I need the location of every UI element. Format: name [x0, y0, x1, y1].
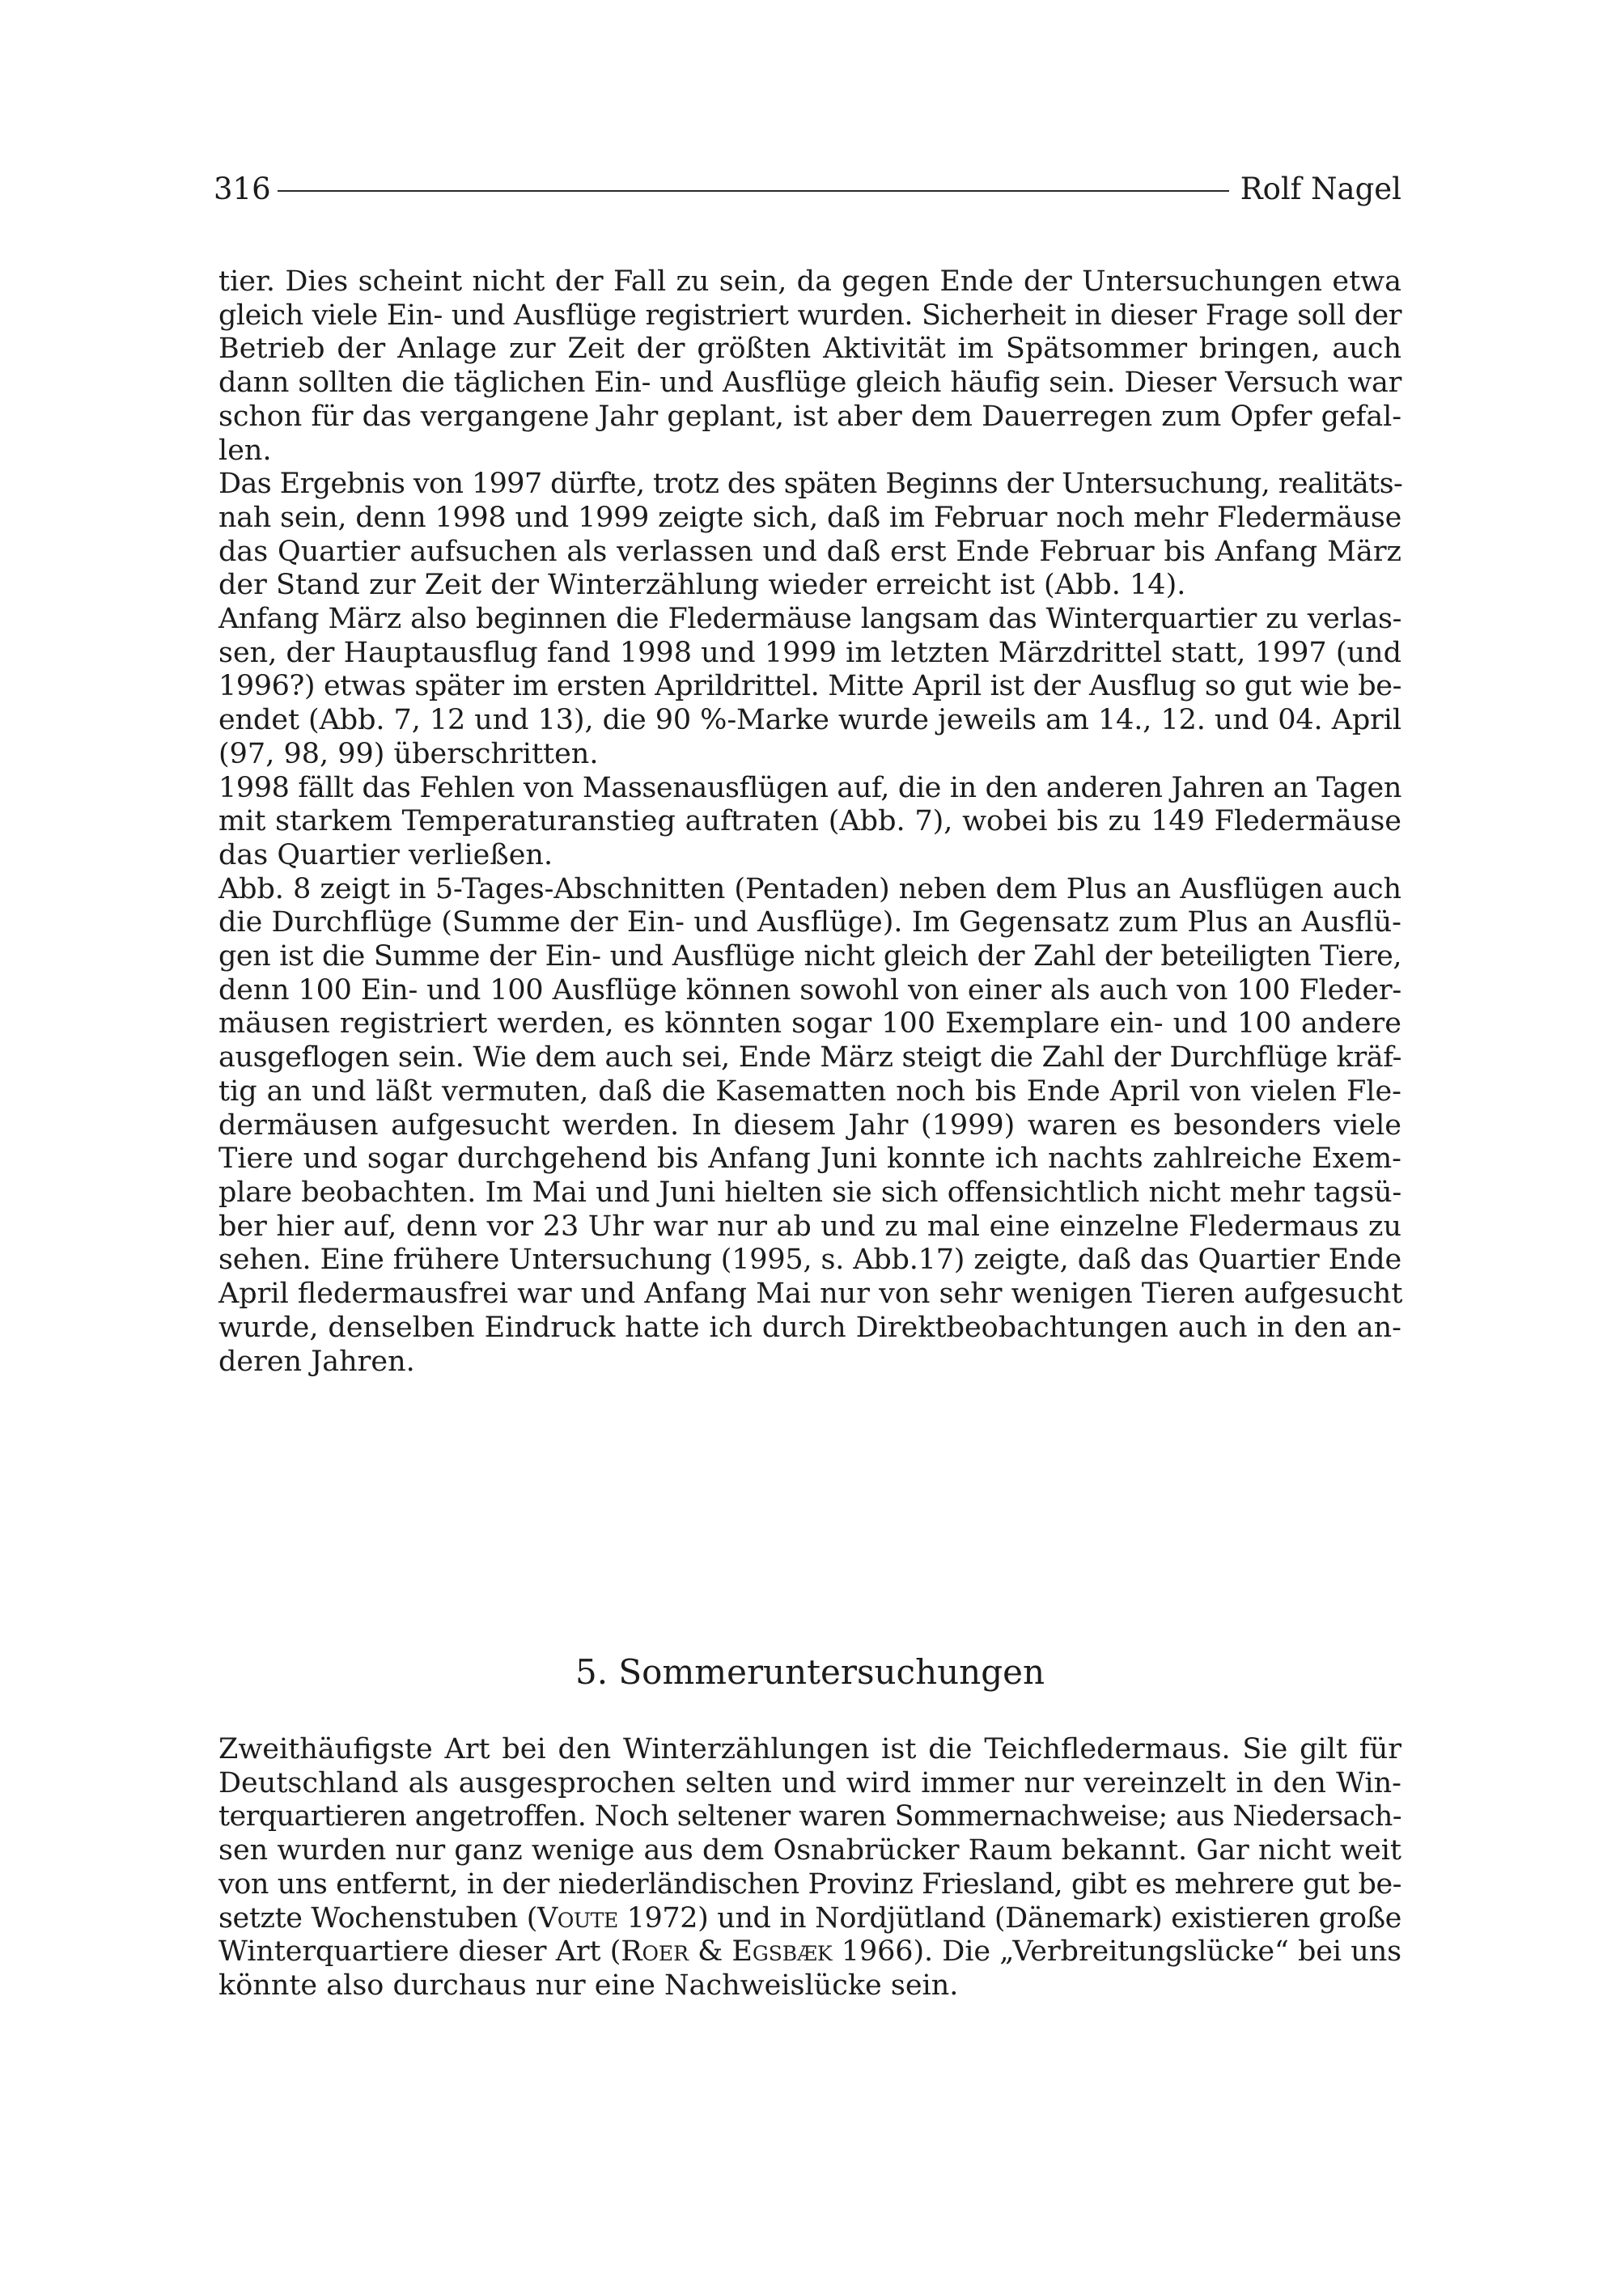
text-line: dermäusen aufgesucht werden. In diesem Jahr (1999) waren es besonders viele — [218, 1108, 1401, 1142]
section-body — [218, 1733, 1401, 2003]
running-header — [214, 168, 1401, 209]
text-line: endet (Abb. 7, 12 und 13), die 90 %-Marke wurde jeweils am 14., 12. und 04. April — [218, 704, 1401, 737]
text-line: Das Ergebnis von 1997 dürfte, trotz des späten Beginns der Untersuchung, realitäts- — [218, 468, 1403, 501]
text-line: deren Jahren. — [218, 1345, 415, 1378]
paragraph — [218, 772, 1401, 873]
text-line: denn 100 Ein- und 100 Ausflüge können sowohl von einer als auch von 100 Fleder- — [218, 973, 1401, 1007]
text-segment: Winterquartiere dieser Art ( — [218, 1935, 621, 1969]
text-line: sen wurden nur ganz wenige aus dem Osnabrücker Raum bekannt. Gar nicht weit — [218, 1834, 1401, 1867]
body-text — [218, 265, 1401, 1379]
text-line: die Durchflüge (Summe der Ein- und Ausflüge). Im Gegensatz zum Plus an Ausflü- — [218, 906, 1401, 939]
running-head-author: Rolf Nagel — [1240, 171, 1401, 206]
text-line: plare beobachten. Im Mai und Juni hielten sie sich offensichtlich nicht mehr tagsü- — [218, 1176, 1401, 1209]
text-line: gen ist die Summe der Ein- und Ausflüge nicht gleich der Zahl der beteiligten Tiere, — [218, 940, 1401, 973]
citation-author: Voute — [537, 1901, 618, 1935]
text-line: von uns entfernt, in der niederländischen Provinz Friesland, gibt es mehrere gut be- — [218, 1867, 1401, 1901]
text-line: mäusen registriert werden, es könnten sogar 100 Exemplare ein- und 100 andere — [218, 1007, 1401, 1041]
text-line: wurde, denselben Eindruck hatte ich durch Direktbeobachtungen auch in den an- — [218, 1311, 1401, 1344]
text-line: tier. Dies scheint nicht der Fall zu sein, da gegen Ende der Untersuchungen etwa — [218, 265, 1401, 298]
text-line — [218, 1902, 1401, 1936]
paragraph — [218, 468, 1401, 603]
text-line: könnte also durchaus nur eine Nachweislücke sein. — [218, 1969, 959, 2002]
text-line: nah sein, denn 1998 und 1999 zeigte sich, daß im Februar noch mehr Fledermäuse — [218, 501, 1401, 534]
text-line: len. — [218, 434, 272, 467]
paragraph — [218, 603, 1401, 772]
text-line: mit starkem Temperaturanstieg auftraten (Abb. 7), wobei bis zu 149 Fledermäuse — [218, 805, 1401, 838]
text-line: ber hier auf, denn vor 23 Uhr war nur ab und zu mal eine einzelne Fledermaus zu — [218, 1210, 1401, 1243]
text-line: (97, 98, 99) überschritten. — [218, 737, 599, 770]
paragraph — [218, 265, 1401, 468]
text-line: das Quartier aufsuchen als verlassen und daß erst Ende Februar bis Anfang März — [218, 535, 1401, 568]
citation-author: Roer — [621, 1935, 689, 1969]
text-segment: 1972) und in Nordjütland (Dänemark) existieren große — [617, 1901, 1401, 1935]
text-line: Deutschland als ausgesprochen selten und wird immer nur vereinzelt in den Win- — [218, 1766, 1401, 1799]
text-line: dann sollten die täglichen Ein- und Ausflüge gleich häufig sein. Dieser Versuch war — [218, 367, 1401, 400]
text-line: Anfang März also beginnen die Fledermäuse langsam das Winterquartier zu verlas- — [218, 603, 1401, 636]
citation-author: Egsbæk — [731, 1935, 833, 1969]
text-line: terquartieren angetroffen. Noch seltener waren Sommernachweise; aus Niedersach- — [218, 1800, 1401, 1833]
text-line: gleich viele Ein- und Ausflüge registriert wurden. Sicherheit in dieser Frage soll der — [218, 299, 1401, 332]
text-line: tig an und läßt vermuten, daß die Kasematten noch bis Ende April von vielen Fle- — [218, 1074, 1401, 1108]
text-line: sehen. Eine frühere Untersuchung (1995, s. Abb.17) zeigte, daß das Quartier Ende — [218, 1244, 1401, 1277]
text-line: der Stand zur Zeit der Winterzählung wieder erreicht ist (Abb. 14). — [218, 569, 1186, 602]
text-segment: & — [688, 1935, 732, 1969]
text-line: das Quartier verließen. — [218, 838, 553, 871]
text-line: 1996?) etwas später im ersten Aprildrittel. Mitte April ist der Ausflug so gut wie be- — [218, 670, 1401, 703]
text-line: ausgeflogen sein. Wie dem auch sei, Ende März steigt die Zahl der Durchflüge kräf- — [218, 1041, 1401, 1074]
text-line: April fledermausfrei war und Anfang Mai nur von sehr wenigen Tieren aufgesucht — [218, 1278, 1403, 1311]
text-segment: 1966). Die „Verbreitungslücke“ bei uns — [832, 1935, 1402, 1969]
text-line: Betrieb der Anlage zur Zeit der größten Aktivität im Spätsommer bringen, auch — [218, 333, 1401, 366]
page-number: 316 — [214, 171, 271, 206]
section-heading: 5. Sommeruntersuchungen — [575, 1652, 1045, 1692]
text-line: Abb. 8 zeigt in 5-Tages-Abschnitten (Pentaden) neben dem Plus an Ausflügen auch — [218, 872, 1401, 905]
text-line: Tiere und sogar durchgehend bis Anfang Juni konnte ich nachts zahlreiche Exem- — [218, 1142, 1401, 1176]
text-line: schon für das vergangene Jahr geplant, ist aber dem Dauerregen zum Opfer gefal- — [218, 400, 1401, 433]
text-line: Zweithäufigste Art bei den Winterzählungen ist die Teichfledermaus. Sie gilt für — [218, 1733, 1401, 1765]
text-line: 1998 fällt das Fehlen von Massenausflügen auf, die in den anderen Jahren an Tagen — [218, 771, 1401, 804]
paragraph — [218, 873, 1401, 1380]
text-line — [218, 1935, 1401, 1969]
text-line: sen, der Hauptausflug fand 1998 und 1999 im letzten Märzdrittel statt, 1997 (und — [218, 636, 1401, 669]
header-rule — [278, 190, 1229, 192]
text-segment: setzte Wochenstuben ( — [218, 1901, 538, 1935]
